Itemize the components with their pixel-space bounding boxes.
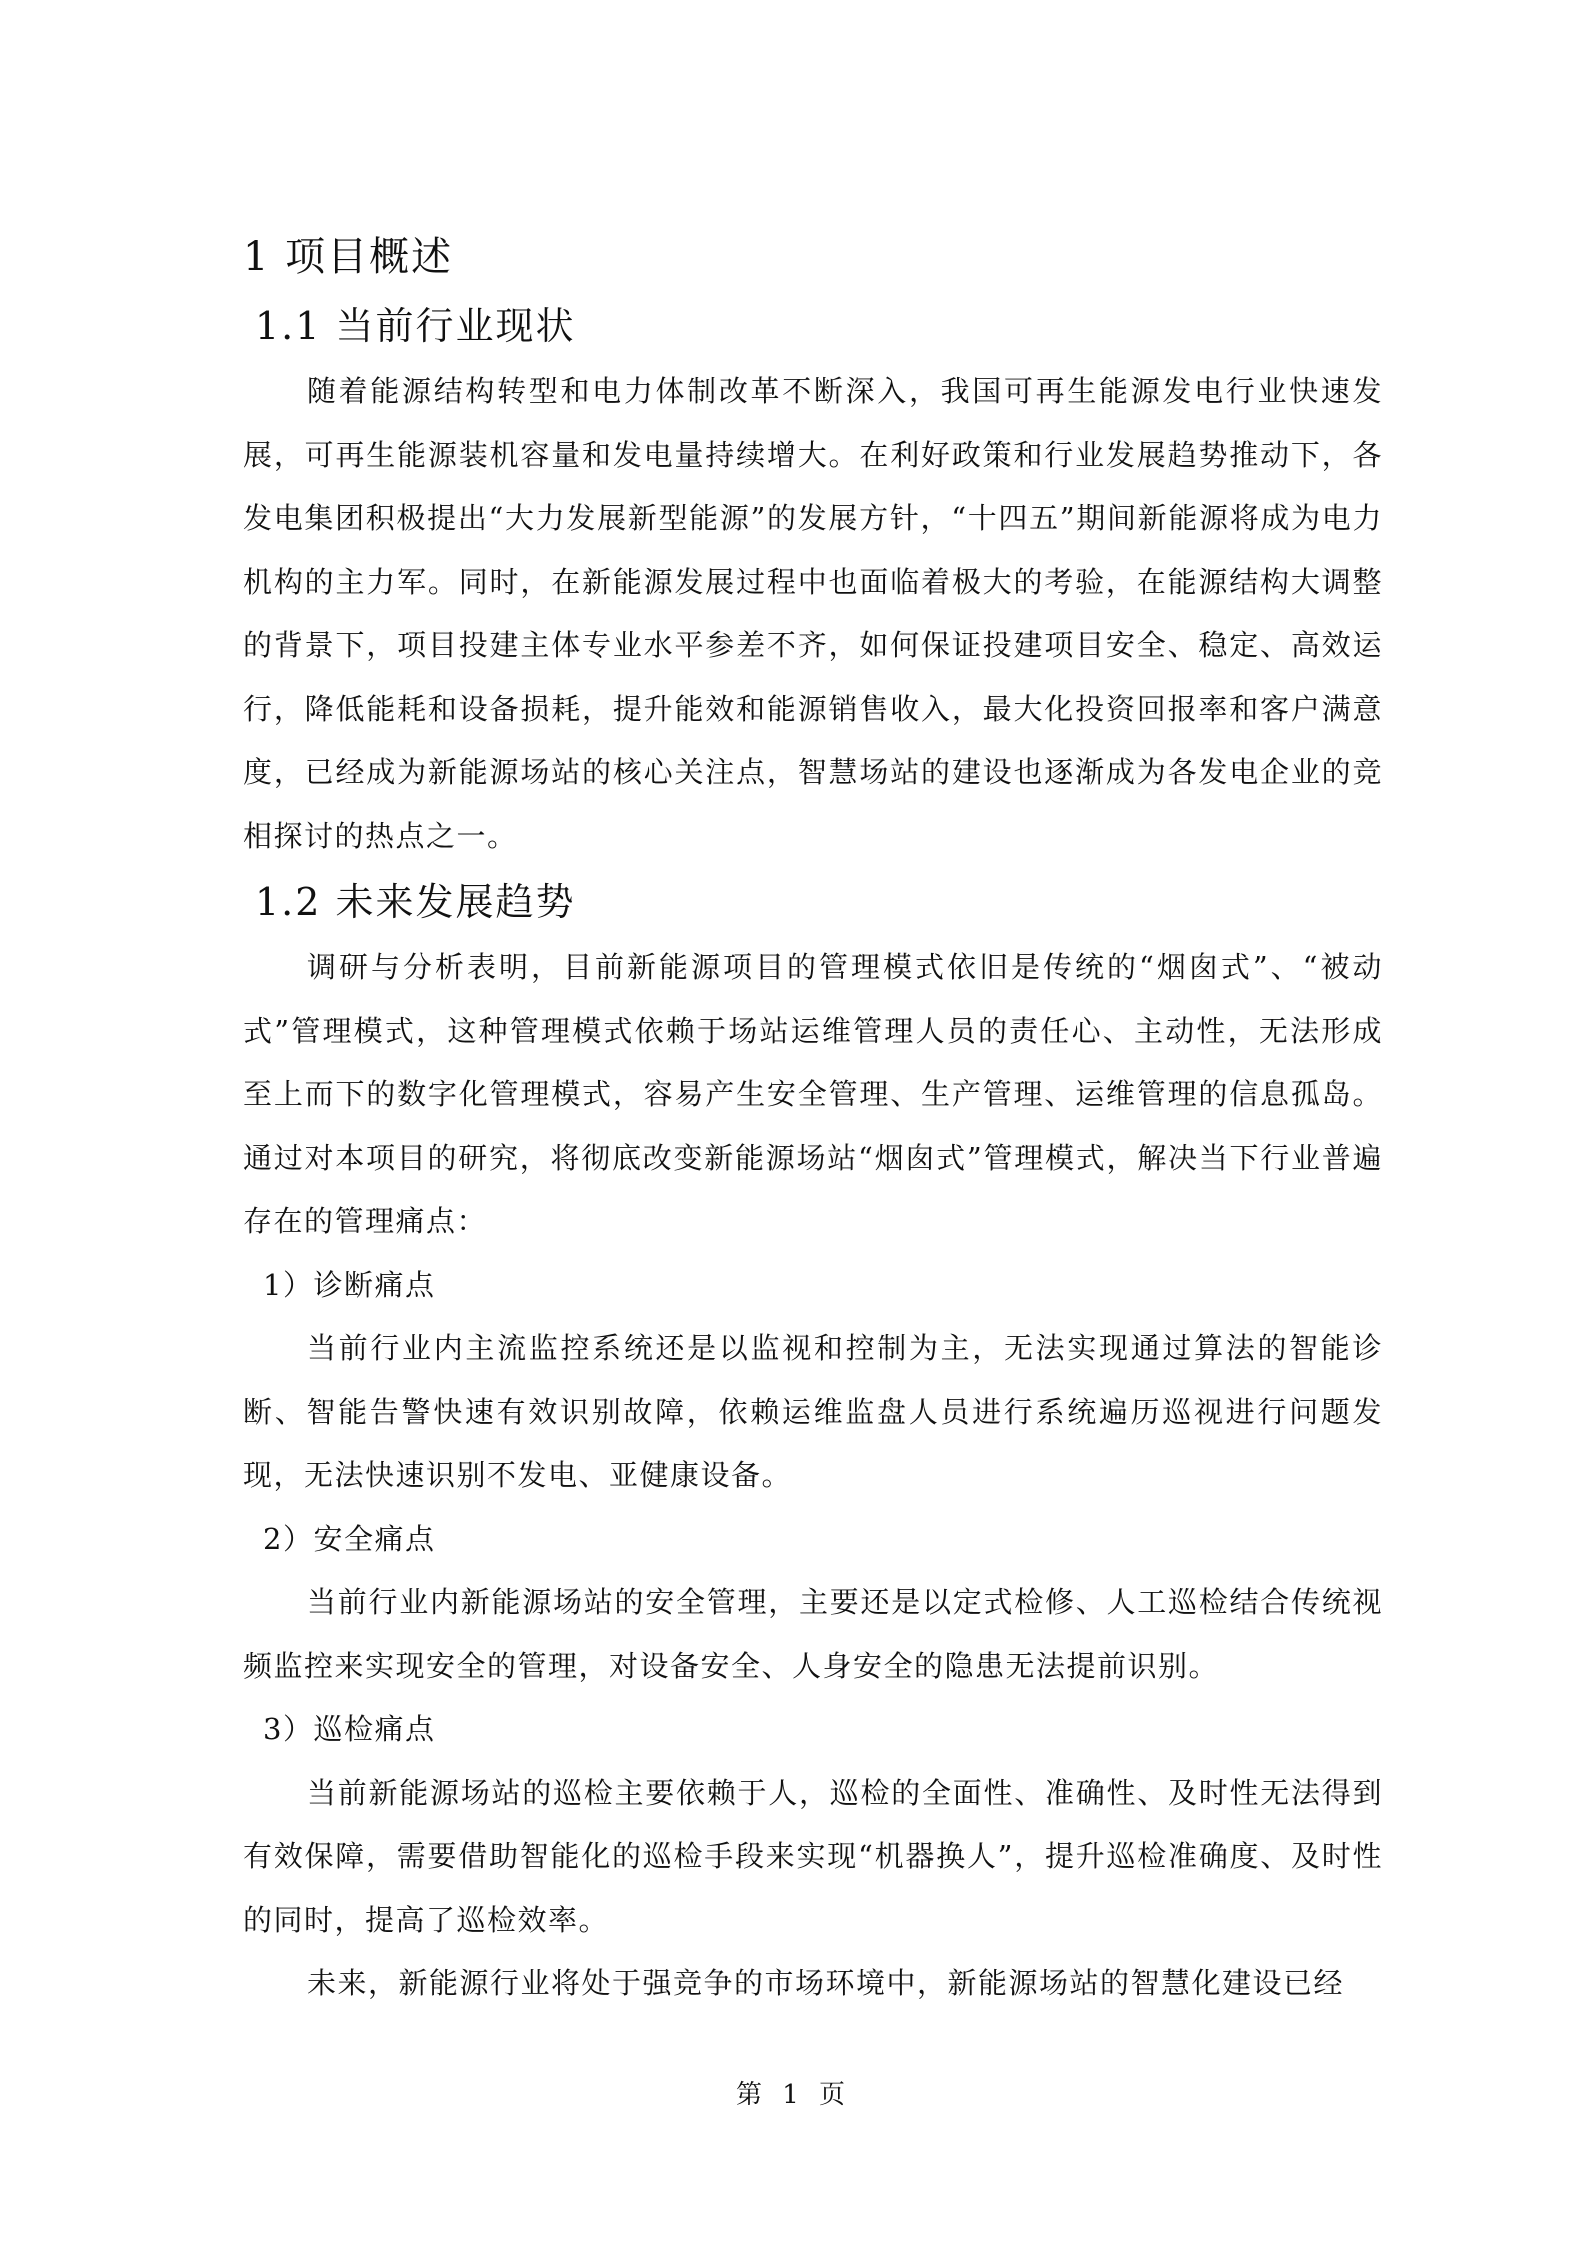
page-number: 第 1 页 — [735, 2080, 852, 2110]
paragraph-inspection: 当前新能源场站的巡检主要依赖于人，巡检的全面性、准确性、及时性无法得到有效保障，需要借助智能化的巡检手段来实现“机器换人”，提升巡检准确度、及时性的同时，提高了巡检效率。 — [243, 1775, 1383, 1937]
chapter-heading: 1 项目概述 — [243, 234, 454, 280]
paragraph-closing: 未来，新能源行业将处于强竞争的市场环境中，新能源场站的智慧化建设已经 — [307, 1966, 1345, 2000]
paragraph-current-status: 随着能源结构转型和电力体制改革不断深入，我国可再生能源发电行业快速发展，可再生能源装机容量和发电量持续增大。在利好政策和行业发展趋势推动下，各发电集团积极提出“大力发展新型能源”的发展方针，“十四五”期间新能源将成为电力机构的主力军。同时，在新能源发展过程中也面临着极大的考验，在能源结构大调整的背景下，项目投建主体专业水平参差不齐，如何保证投建项目安全、稳定、高效运行，降低能耗和设备损耗，提升能效和能源销售收入，最大化投资回报率和客户满意度，已经成为新能源场站的核心关注点，智慧场站的建设也逐渐成为各发电企业的竞相探讨的热点之一。 — [243, 374, 1383, 853]
document-body — [243, 222, 1383, 2016]
paragraph-diagnosis: 当前行业内主流监控系统还是以监视和控制为主，无法实现通过算法的智能诊断、智能告警快速有效识别故障，依赖运维监盘人员进行系统遍历巡视进行问题发现，无法快速识别不发电、亚健康设备。 — [243, 1331, 1383, 1492]
list-item-inspection-title: 3）巡检痛点 — [263, 1712, 436, 1746]
section-heading-current-status: 1.1 当前行业现状 — [255, 304, 576, 348]
paragraph-safety: 当前行业内新能源场站的安全管理，主要还是以定式检修、人工巡检结合传统视频监控来实现安全的管理，对设备安全、人身安全的隐患无法提前识别。 — [243, 1585, 1383, 1683]
list-item-diagnosis-title: 1）诊断痛点 — [263, 1267, 436, 1302]
paragraph-future-intro: 调研与分析表明，目前新能源项目的管理模式依旧是传统的“烟囱式”、“被动式”管理模式，这种管理模式依赖于场站运维管理人员的责任心、主动性，无法形成至上而下的数字化管理模式，容易产生安全管理、生产管理、运维管理的信息孤岛。通过对本项目的研究，将彻底改变新能源场站“烟囱式”管理模式，解决当下行业普遍存在的管理痛点： — [243, 950, 1383, 1238]
section-heading-future-trends: 1.2 未来发展趋势 — [255, 880, 576, 924]
list-item-safety-title: 2）安全痛点 — [263, 1521, 436, 1556]
